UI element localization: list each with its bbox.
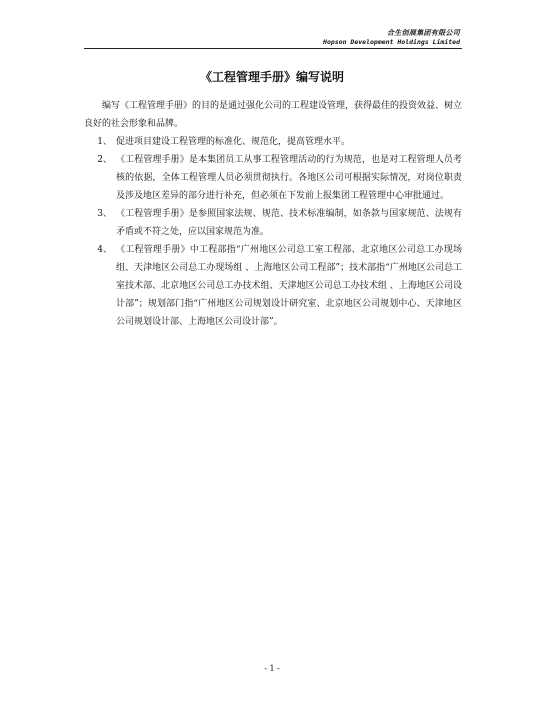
list-item-text: 《工程管理手册》中工程部指“广州地区公司总工室工程部、北京地区公司总工办现场组、天津地区公司总工办现场组 、上海地区公司工程部”；技术部指“广州地区公司总工室技术部、北京地区公司总工办技术组、天津地区公司总工办技术组 、上海地区公司设计部”；规划部门指“广州地区公司规划设计研究室、北京地区公司规划中心、天津地区公司规划设计部、上海地区公司设计部”。 [116,245,462,327]
header-divider [84,48,462,49]
list-item-number: 2、 [97,155,112,165]
list-item [84,151,462,205]
list-item [84,205,462,241]
list-item-text: 《工程管理手册》是本集团员工从事工程管理活动的行为规范，也是对工程管理人员考核的依据，全体工程管理人员必须贯彻执行。各地区公司可根据实际情况，对岗位职责及涉及地区差异的部分进行补充，但必须在下发前上报集团工程管理中心审批通过。 [116,155,462,201]
list-item [84,241,462,331]
list-item-number: 1、 [97,137,112,147]
document-body [84,97,462,331]
intro-paragraph: 编写《工程管理手册》的目的是通过强化公司的工程建设管理，获得最佳的投资效益、树立良好的社会形象和品牌。 [84,101,463,129]
list-item [84,133,462,151]
list-item-number: 3、 [97,209,112,219]
header-company-name-cn: 合生创展集团有限公司 [387,28,460,37]
document-title: 《工程管理手册》编写说明 [199,70,344,84]
header-company-name-en: Hopson Development Holdings Limited [323,38,460,46]
list-item-text: 《工程管理手册》是参照国家法规、规范、技术标准编制，如条款与国家规范、法规有矛盾或不符之处，应以国家规范为准。 [116,209,462,237]
list-item-number: 4、 [97,245,112,255]
page-number: - 1 - [264,664,280,673]
list-item-text: 促进项目建设工程管理的标准化、规范化，提高管理水平。 [116,137,351,147]
